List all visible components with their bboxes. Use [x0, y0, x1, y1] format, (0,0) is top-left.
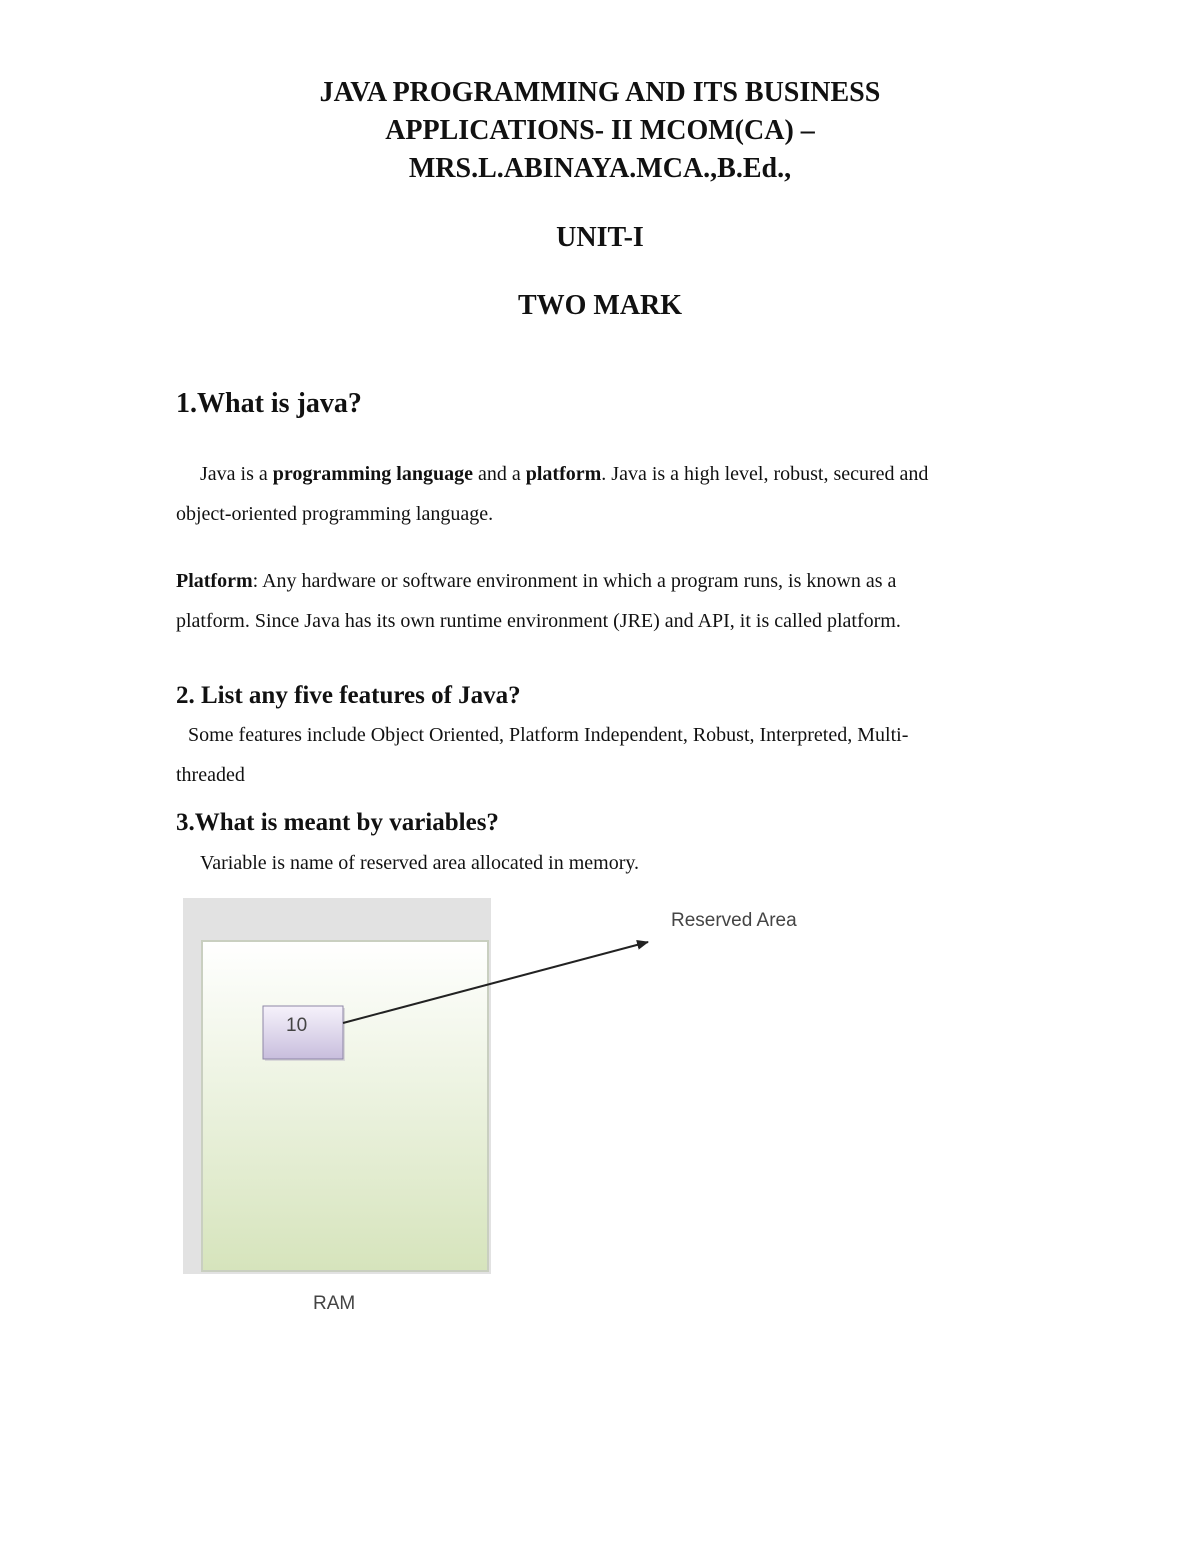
features-line-1: Some features include Object Oriented, Platform Independent, Robust, Interpreted, Multi-: [188, 724, 909, 746]
unit-heading: UNIT-I: [556, 222, 644, 253]
platform-line-1: Platform: Any hardware or software environment in which a program runs, is known as a: [176, 570, 897, 592]
memory-diagram-svg: [180, 895, 840, 1325]
memory-diagram: [180, 895, 840, 1325]
document-title: [0, 74, 1200, 188]
title-line-3: MRS.L.ABINAYA.MCA.,B.Ed.,: [408, 153, 792, 184]
question-2-heading: 2. List any five features of Java?: [176, 682, 521, 709]
answer-line-2: object-oriented programming language.: [176, 503, 494, 525]
variable-value: 10: [286, 1015, 308, 1036]
section-heading: TWO MARK: [517, 290, 683, 321]
question-3-answer: [176, 843, 1076, 883]
term-platform: platform: [525, 463, 602, 485]
title-line-1: JAVA PROGRAMMING AND ITS BUSINESS: [319, 77, 881, 108]
term-programming-language: programming language: [272, 463, 473, 485]
features-line-2: threaded: [176, 764, 245, 786]
ram-label: RAM: [313, 1293, 356, 1314]
platform-label: Platform: [176, 570, 253, 592]
ram-box: [202, 941, 488, 1271]
reserved-area-label: Reserved Area: [671, 910, 797, 931]
title-line-2: APPLICATIONS- II MCOM(CA) –: [385, 115, 815, 146]
platform-line-2: platform. Since Java has its own runtime environment (JRE) and API, it is called platform.: [176, 610, 901, 632]
question-2-answer: [176, 715, 1076, 795]
question-1-heading: 1.What is java?: [176, 388, 362, 419]
question-3-heading: 3.What is meant by variables?: [176, 809, 499, 836]
platform-definition: [176, 561, 1076, 641]
variable-definition: Variable is name of reserved area allocated in memory.: [200, 852, 640, 874]
question-1-answer: [176, 454, 1076, 534]
answer-line-1: Java is a programming language and a platform. Java is a high level, robust, secured and: [200, 463, 929, 485]
